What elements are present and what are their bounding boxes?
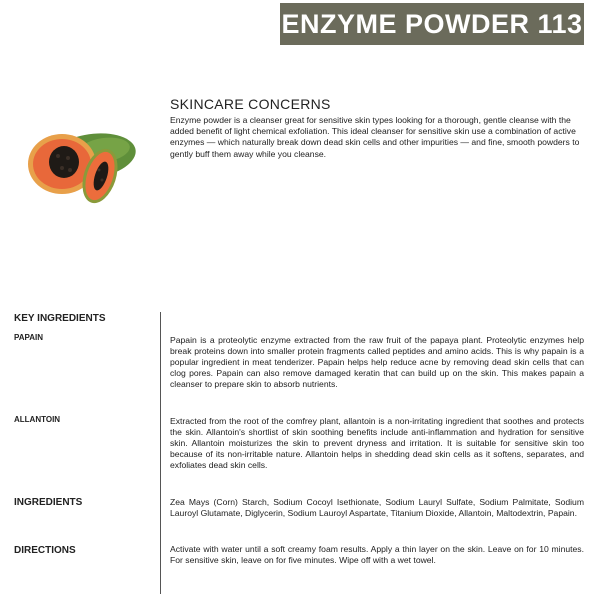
papain-text: Papain is a proteolytic enzyme extracted from the raw fruit of the papaya plant. Proteolytic enzymes help break proteins down into smaller protein fragments called peptides and amino acids. This is why papain is a popular ingredient in meat tenderizer. Papain helps help reduce acne by removing dead skin cells that can clog pores. Papain can also remove damaged keratin that can build up on the skin. This makes papain a cleanser to prepare skin to absorb nutrients. (170, 335, 584, 390)
allantoin-label: ALLANTOIN (14, 415, 61, 424)
directions-label: DIRECTIONS (14, 545, 76, 556)
directions-text: Activate with water until a soft creamy foam results. Apply a thin layer on the skin. Leave on for 10 minutes. For sensitive skin, leave on for five minutes. Wipe off with a wet towel. (170, 544, 584, 566)
allantoin-text: Extracted from the root of the comfrey plant, allantoin is a non-irritating ingredient that soothes and protects the skin. Allantoin's shortlist of skin soothing benefits include anti-inflammation and hydration for sensitive skin. Allantoin moisturizes the skin to prevent dryness and irritation. It is suitable for sensitive skin too because of its non-irritable nature. Allantoin helps in shedding dead skin cells as it softens, separates, and exfoliates dead skin cells. (170, 416, 584, 471)
ingredients-label: INGREDIENTS (14, 497, 83, 508)
product-title: ENZYME POWDER 113 (280, 3, 584, 45)
ingredients-text: Zea Mays (Corn) Starch, Sodium Cocoyl Isethionate, Sodium Lauryl Sulfate, Sodium Palmitate, Sodium Lauroyl Glutamate, Diglycerin, Sodium Lauroyl Aspartate, Titanium Dioxide, Allantoin, Maltodextrin, Papain. (170, 497, 584, 519)
skincare-concerns-heading: SKINCARE CONCERNS (170, 96, 331, 112)
column-divider (160, 312, 161, 594)
papain-label: PAPAIN (14, 333, 44, 342)
key-ingredients-heading: KEY INGREDIENTS (14, 313, 106, 324)
skincare-concerns-text: Enzyme powder is a cleanser great for sensitive skin types looking for a thorough, gentle cleanse with the added benefit of light chemical exfoliation. This ideal cleanser for sensitive skin use a combination of active enzymes — which naturally break down dead skin cells and other impurities — and fine, smooth powders to gently buff them away while you cleanse. (170, 115, 580, 159)
papaya-image (24, 120, 136, 206)
